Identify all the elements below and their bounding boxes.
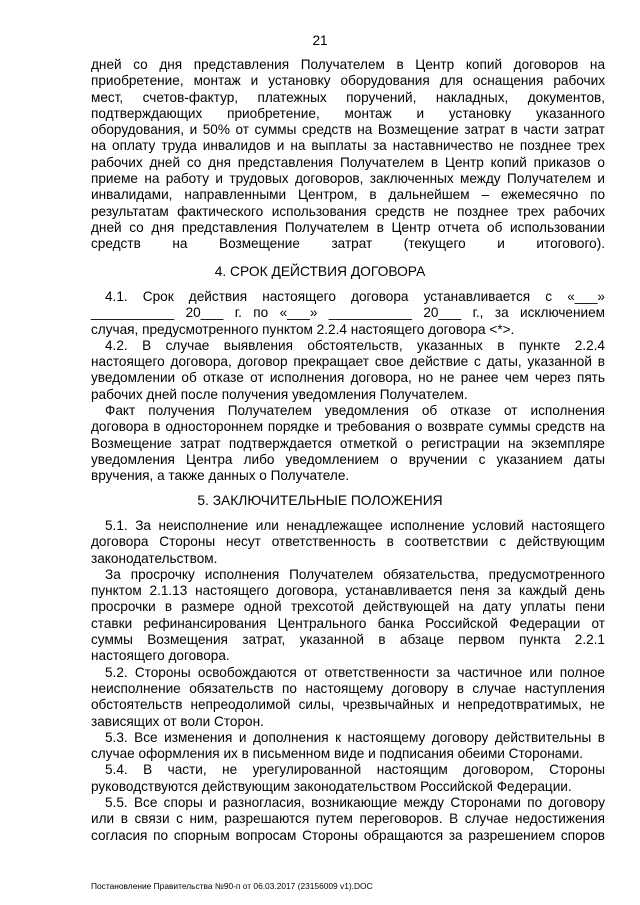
text-line: уведомления Центра либо уведомлением о вручении с указанием даты (91, 451, 605, 467)
text-line: обстоятельств непреодолимой силы, чрезвычайных и непредотвратимых, не (91, 697, 605, 713)
text-line: подтверждающих приобретение, монтаж и установку указанного (91, 105, 605, 121)
text-line: приобретение, монтаж и установку оборудования для оснащения рабочих (91, 73, 605, 89)
text-line: неисполнение обязательств по настоящему договору в случае наступления (91, 680, 605, 696)
text-line: оборудования, и 50% от суммы средств на Возмещение затрат в части затрат (91, 122, 605, 138)
text-line: договора в одностороннем порядке и требования о возврате суммы средств на (91, 419, 605, 435)
text-line: договора Стороны несут ответственность в соответствии с действующим (91, 534, 605, 550)
text-line: 4.1. Срок действия настоящего договора устанавливается с «___» (105, 289, 605, 304)
section-heading-4: 4. СРОК ДЕЙСТВИЯ ДОГОВОРА (214, 264, 426, 279)
text-line: средств на Возмещение затрат (текущего и итогового). (91, 236, 605, 252)
text-line: 5.4. В части, не урегулированной настоящим договором, Стороны (105, 762, 605, 778)
text-line: уведомлении об отказе от исполнения договора, но не ранее чем через пять (91, 370, 605, 386)
text-line: Факт получения Получателем уведомления об отказе от исполнения (105, 403, 605, 419)
text-line: рабочих дней после получения уведомления Получателем. (91, 386, 468, 402)
text-line: мест, счетов-фактур, платежных поручений, накладных, документов, (91, 89, 605, 105)
text-line: приеме на работу и трудовых договоров, заключенных между Получателем и (91, 171, 605, 187)
text-line: За просрочку исполнения Получателем обязательства, предусмотренного (105, 566, 605, 582)
text-line: пунктом 2.1.13 настоящего договора, устанавливается пеня за каждый день (91, 583, 605, 599)
text-line: 4.2. В случае выявления обстоятельств, указанных в пункте 2.2.4 (105, 337, 605, 353)
text-line: результатам фактического использования средств не позднее трех рабочих (91, 203, 605, 219)
text-line: ставки рефинансирования Центрального банка Российской Федерации от (91, 615, 605, 631)
text-line: случае оформления их в письменном виде и подписания обеими Сторонами. (91, 746, 584, 762)
text-line: 5.2. Стороны освобождаются от ответственности за частичное или полное (105, 664, 605, 680)
text-line: согласия по спорным вопросам Стороны обращаются за разрешением споров (91, 827, 605, 843)
text-line: настоящего договора. (91, 648, 230, 664)
text-line: Возмещение затрат подтверждается отметкой о регистрации на экземпляре (91, 435, 605, 451)
page-number: 21 (312, 33, 328, 48)
text-line: просрочки в размере одной трехсотой действующей на дату уплаты пени (91, 599, 605, 615)
text-line: инвалидами, направленными Центром, в дальнейшем – ежемесячно по (91, 187, 605, 203)
text-line: настоящего договора, договор прекращает свое действие с даты, указанной в (91, 354, 605, 370)
text-line: вручения, а также данных о Получателе. (91, 468, 350, 484)
text-line: суммы Возмещения затрат, указанной в абзаце первом пункта 2.2.1 (91, 632, 605, 648)
section-heading-5: 5. ЗАКЛЮЧИТЕЛЬНЫЕ ПОЛОЖЕНИЯ (197, 493, 443, 508)
text-line: дней со дня представления Получателем в Центр копий договоров на (91, 57, 605, 72)
text-line: 5.5. Все споры и разногласия, возникающие между Сторонами по договору (105, 795, 605, 811)
text-line: 5.3. Все изменения и дополнения к настоящему договору действительны в (105, 729, 605, 745)
text-line: законодательством. (91, 550, 218, 566)
footer-doc-reference: Постановление Правительства №90-п от 06.03.2017 (23156009 v1).DOC (91, 881, 373, 891)
text-line: зависящих от воли Сторон. (91, 713, 264, 729)
text-line: случая, предусмотренного пунктом 2.2.4 настоящего договора <*>. (91, 321, 515, 337)
section-5-body (91, 518, 605, 844)
paragraph-continuation (91, 57, 605, 269)
text-line: дней со дня представления Получателем в Центр отчета об использовании (91, 219, 605, 235)
text-line: 5.1. За неисполнение или ненадлежащее исполнение условий настоящего (105, 518, 605, 533)
text-line: ___________ 20___ г. по «___» ___________ 20___ г., за исключением (91, 305, 605, 321)
text-line: или в связи с ним, разрешаются путем переговоров. В случае недостижения (91, 811, 605, 827)
text-line: руководствуются действующим законодательством Российской Федерации. (91, 778, 572, 794)
section-4-body (91, 289, 605, 485)
text-line: рабочих дней со дня представления Получателем в Центр копий приказов о (91, 154, 605, 170)
text-line: на оплату труда инвалидов и на выплаты за наставничество не позднее трех (91, 138, 605, 154)
